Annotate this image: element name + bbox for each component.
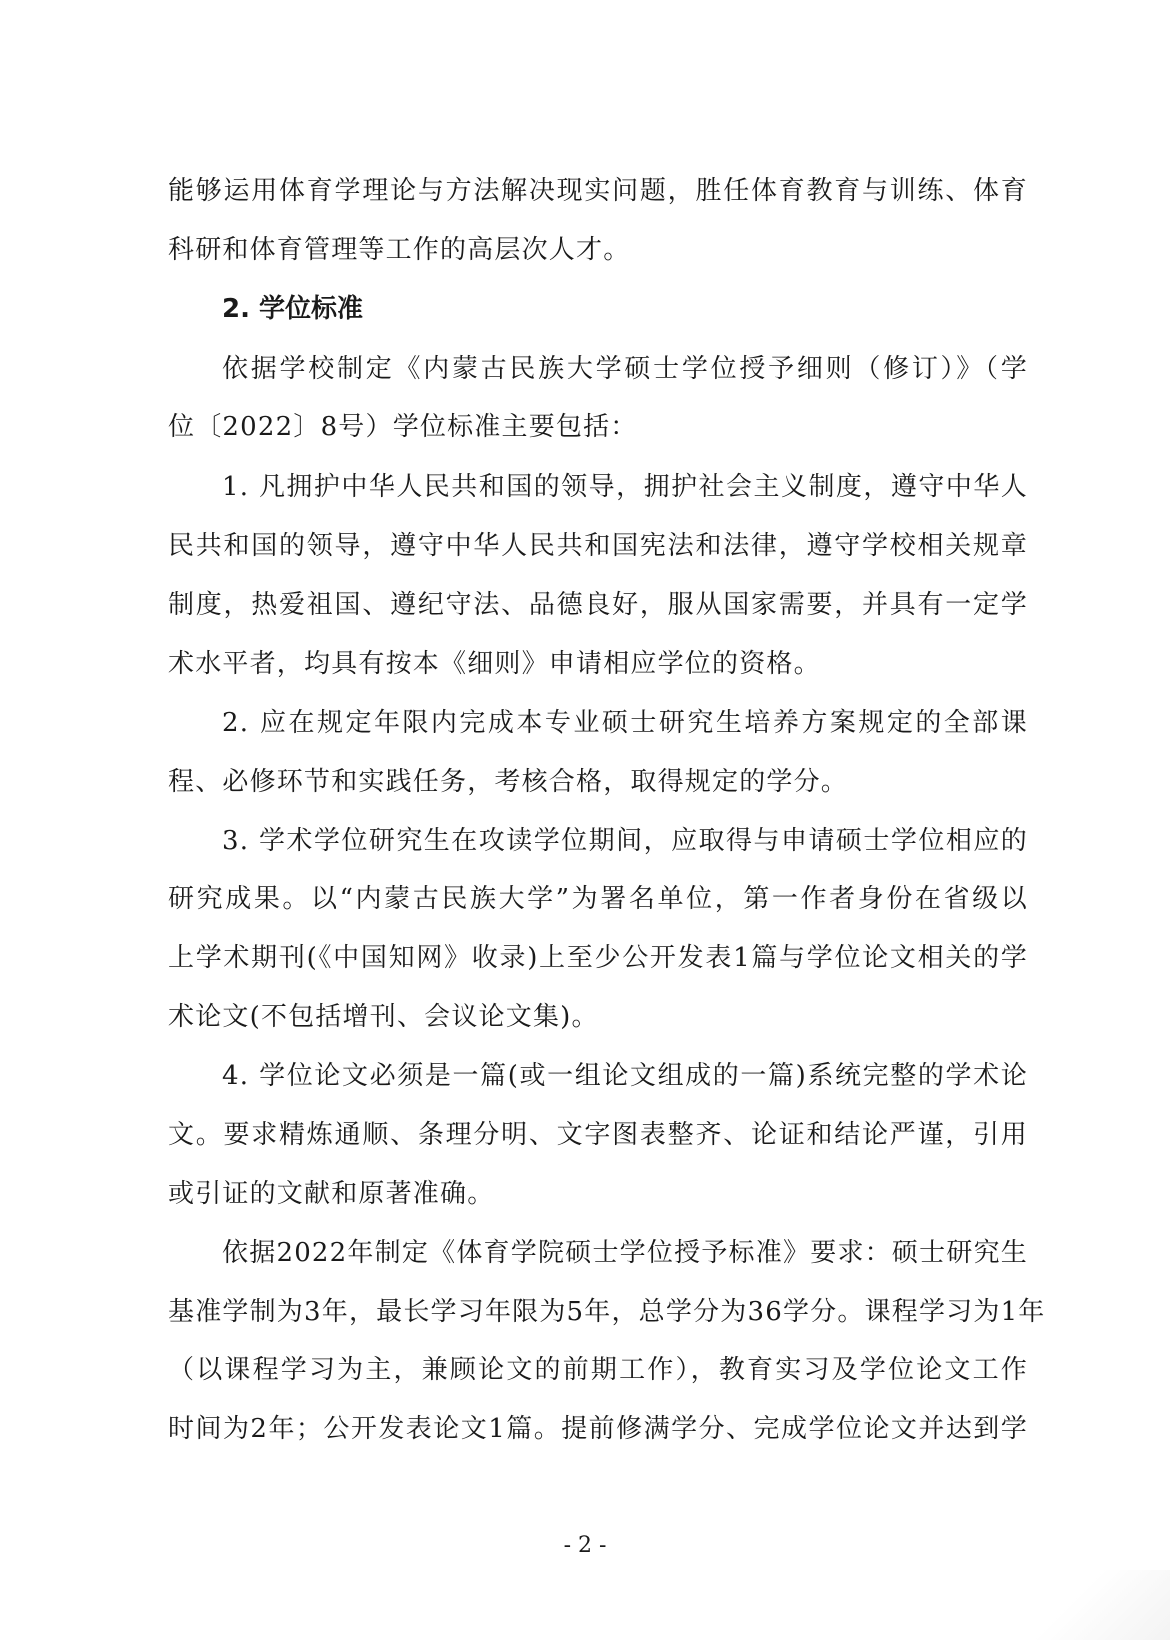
text-line-5: 民共和国的领导，遵守中华人民共和国宪法和法律，遵守学校相关规章 <box>168 531 1028 561</box>
text-line-4: 1. 凡拥护中华人民共和国的领导，拥护社会主义制度，遵守中华人 <box>222 472 1028 502</box>
text-line-7: 术水平者，均具有按本《细则》申请相应学位的资格。 <box>168 649 821 679</box>
text-line-11: 研究成果。以“内蒙古民族大学”为署名单位，第一作者身份在省级以 <box>168 884 1028 914</box>
text-line-8: 2. 应在规定年限内完成本专业硕士研究生培养方案规定的全部课 <box>222 708 1028 738</box>
text-line-15: 文。要求精炼通顺、条理分明、文字图表整齐、论证和结论严谨，引用 <box>168 1120 1028 1150</box>
text-line-16: 或引证的文献和原著准确。 <box>168 1179 495 1209</box>
text-line-2: 依据学校制定《内蒙古民族大学硕士学位授予细则（修订）》（学 <box>222 354 1028 384</box>
section-heading: 2. 学位标准 <box>222 294 364 324</box>
text-line-10: 3. 学术学位研究生在攻读学位期间，应取得与申请硕士学位相应的 <box>222 826 1028 856</box>
text-line-9: 程、必修环节和实践任务，考核合格，取得规定的学分。 <box>168 767 849 797</box>
text-line-3: 位〔2022〕8号）学位标准主要包括： <box>168 412 638 442</box>
text-line-14: 4. 学位论文必须是一篇(或一组论文组成的一篇)系统完整的学术论 <box>222 1061 1028 1091</box>
text-line-12: 上学术期刊(《中国知网》收录)上至少公开发表1篇与学位论文相关的学 <box>168 943 1028 973</box>
text-line-19: （以课程学习为主，兼顾论文的前期工作），教育实习及学位论文工作 <box>168 1355 1028 1385</box>
text-line-17: 依据2022年制定《体育学院硕士学位授予标准》要求：硕士研究生 <box>222 1238 1028 1268</box>
text-line-13: 术论文(不包括增刊、会议论文集)。 <box>168 1002 599 1032</box>
text-line-20: 时间为2年；公开发表论文1篇。提前修满学分、完成学位论文并达到学 <box>168 1414 1028 1444</box>
page-number: - 2 - <box>563 1533 607 1558</box>
text-line-6: 制度，热爱祖国、遵纪守法、品德良好，服从国家需要，并具有一定学 <box>168 590 1028 620</box>
text-line-18: 基准学制为3年，最长学习年限为5年，总学分为36学分。课程学习为1年 <box>168 1297 1046 1327</box>
text-line-1: 科研和体育管理等工作的高层次人才。 <box>168 235 631 265</box>
text-line-0: 能够运用体育学理论与方法解决现实问题，胜任体育教育与训练、体育 <box>168 176 1028 206</box>
scan-shadow <box>1010 1570 1170 1640</box>
